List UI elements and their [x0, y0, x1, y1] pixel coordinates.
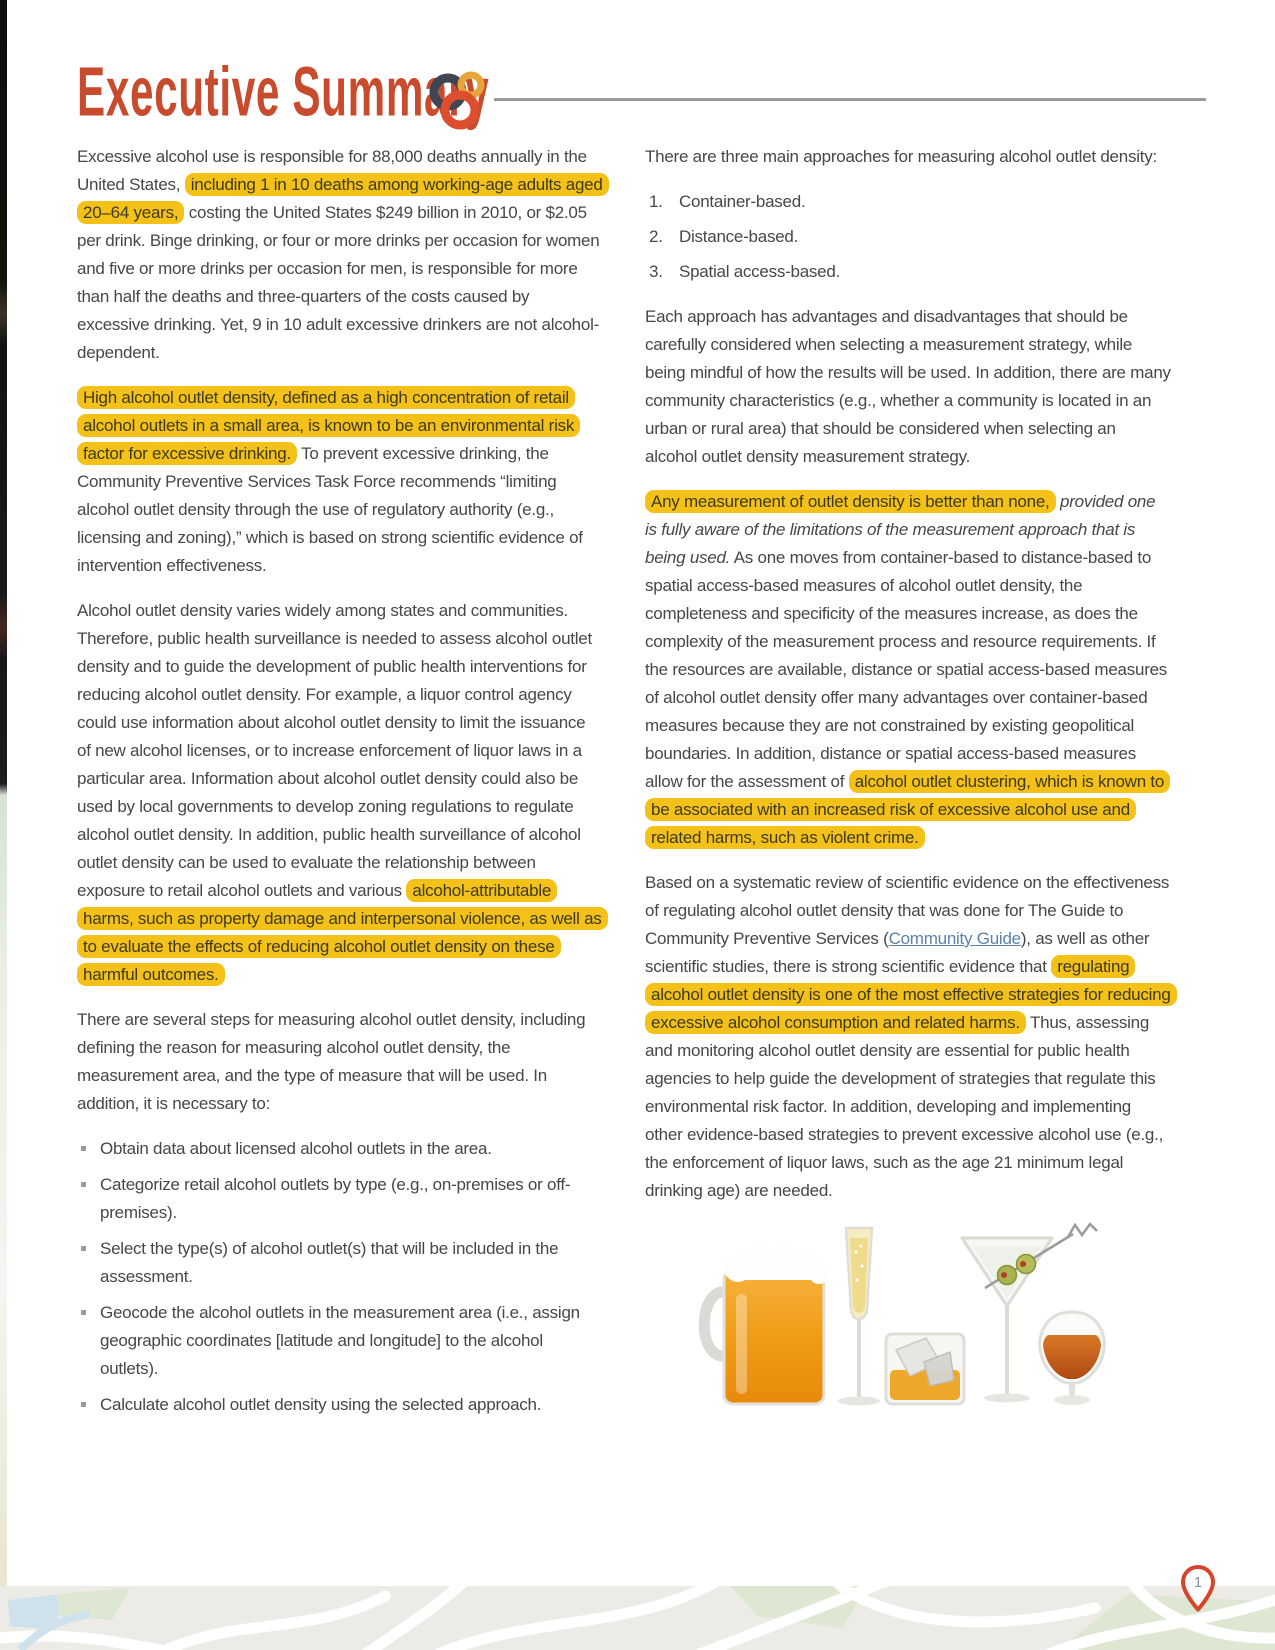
list-item [77, 1171, 603, 1227]
text-run: ), as well as other scientific studies, there is strong scientific evidence that [645, 929, 1150, 976]
list-item [645, 223, 1171, 251]
text-run: Excessive alcohol use is responsible for 88,000 deaths annually in the United States, [77, 147, 587, 194]
list-item [77, 1235, 603, 1291]
header-divider [494, 98, 1206, 101]
text-run: Geocode the alcohol outlets in the measurement area (i.e., assign geographic coordinates [latitude and longitude] to the alcohol outlets). [100, 1303, 580, 1378]
text-run: As one moves from container-based to distance-based to spatial access-based measures of alcohol outlet density, the completeness and specificity of the measures increase, as does the complexity of the measurement process and resource requirements. If the resources are available, distance or spatial access-based measures of alcohol outlet density offer many advantages over container-based measures because they are not constrained by existing geopolitical boundaries. In addition, distance or spatial access-based measures allow for the assessment of [645, 548, 1168, 791]
text-run: Based on a systematic review of scientific evidence on the effectiveness of regulating alcohol outlet density that was done for The Guide to Community Preventive Services ( [645, 873, 1170, 948]
text-run: Obtain data about licensed alcohol outlets in the area. [100, 1139, 492, 1158]
text-run: provided one is fully aware of the limitations of the measurement approach that is being used. [645, 492, 1156, 567]
paragraph [645, 488, 1171, 852]
assorted-drinks-image [690, 1222, 1110, 1421]
text-run: Container-based. [679, 192, 806, 211]
text-run: costing the United States $249 billion in 2010, or $2.05 per drink. Binge drinking, or four or more drinks per occasion for women and five or more drinks per occasion for men, is responsible for more than half the deaths and three-quarters of the costs caused by excessive drinking. Yet, 9 in 10 adult excessive drinkers are not alcohol-dependent. [77, 203, 600, 362]
highlighted-text: Any measurement of outlet density is better than none, [645, 490, 1056, 513]
right-column-text [645, 143, 1171, 1205]
numbered-list [645, 188, 1171, 286]
highlighted-text: including 1 in 10 deaths among working-age adults aged 20–64 years, [77, 173, 609, 224]
list-item [77, 1299, 603, 1383]
paragraph [645, 303, 1171, 471]
list-item [77, 1135, 603, 1163]
text-run: Categorize retail alcohol outlets by type (e.g., on-premises or off-premises). [100, 1175, 571, 1222]
text-run: Thus, assessing and monitoring alcohol outlet density are essential for public health agencies to help guide the development of strategies that regulate this environmental risk factor. In addition, developing and implementing other evidence-based strategies to prevent excessive alcohol use (e.g., the enforcement of liquor laws, such as the age 21 minimum legal drinking age) are needed. [645, 1013, 1164, 1200]
text-run: Alcohol outlet density varies widely among states and communities. Therefore, public health surveillance is needed to assess alcohol outlet density and to guide the development of public health interventions for reducing alcohol outlet density. For example, a liquor control agency could use information about alcohol outlet density to limit the issuance of new alcohol licenses, or to increase enforcement of liquor laws in a particular area. Information about alcohol outlet density could also be used by local governments to develop zoning regulations to regulate alcohol outlet density. In addition, public health surveillance of alcohol outlet density can be used to evaluate the relationship between exposure to retail alcohol outlets and various [77, 601, 592, 900]
page-edge-strip [0, 0, 7, 1650]
bullet-list [77, 1135, 603, 1419]
page-number-pin [1181, 1565, 1215, 1612]
text-run: There are three main approaches for measuring alcohol outlet density: [645, 147, 1157, 166]
paragraph [77, 143, 603, 367]
list-item [645, 188, 1171, 216]
paragraph [77, 384, 603, 580]
map-background [0, 1586, 1275, 1650]
linked-rings-icon [424, 70, 496, 132]
text-run: Each approach has advantages and disadvantages that should be carefully considered when selecting a measurement strategy, while being mindful of how the results will be used. In addition, there are many community characteristics (e.g., whether a community is located in an urban or rural area) that should be considered when selecting an alcohol outlet density measurement strategy. [645, 307, 1171, 466]
paragraph [77, 597, 603, 989]
text-run: There are several steps for measuring alcohol outlet density, including defining the reason for measuring alcohol outlet density, the measurement area, and the type of measure that will be used. In addition, it is necessary to: [77, 1010, 586, 1113]
text-run: Distance-based. [679, 227, 799, 246]
content-columns [77, 143, 1171, 1436]
text-run: To prevent excessive drinking, the Community Preventive Services Task Force recommends “limiting alcohol outlet density through the use of regulatory authority (e.g., licensing and zoning),” which is based on strong scientific evidence of intervention effectiveness. [77, 444, 583, 575]
list-item [77, 1391, 603, 1419]
paragraph [645, 143, 1171, 171]
text-run: Select the type(s) of alcohol outlet(s) that will be included in the assessment. [100, 1239, 559, 1286]
text-run: Spatial access-based. [679, 262, 841, 281]
highlighted-text: alcohol-attributable harms, such as property damage and interpersonal violence, as well as to evaluate the effects of reducing alcohol outlet density on these harmful outcomes. [77, 879, 608, 986]
highlighted-text: regulating alcohol outlet density is one of the most effective strategies for reducing excessive alcohol consumption and related harms. [645, 955, 1177, 1034]
paragraph [645, 869, 1171, 1205]
left-column [77, 143, 603, 1436]
page-number: 1 [1193, 1574, 1203, 1591]
highlighted-text: High alcohol outlet density, defined as a high concentration of retail alcohol outlets in a small area, is known to be an environmental risk factor for excessive drinking. [77, 386, 580, 465]
right-column [645, 143, 1171, 1436]
highlighted-text: alcohol outlet clustering, which is known to be associated with an increased risk of excessive alcohol use and related harms, such as violent crime. [645, 770, 1170, 849]
list-item [645, 258, 1171, 286]
community-guide-link[interactable]: Community Guide [888, 929, 1021, 948]
paragraph [77, 1006, 603, 1118]
page-title: Executive Summary [77, 51, 490, 131]
text-run: Calculate alcohol outlet density using the selected approach. [100, 1395, 542, 1414]
